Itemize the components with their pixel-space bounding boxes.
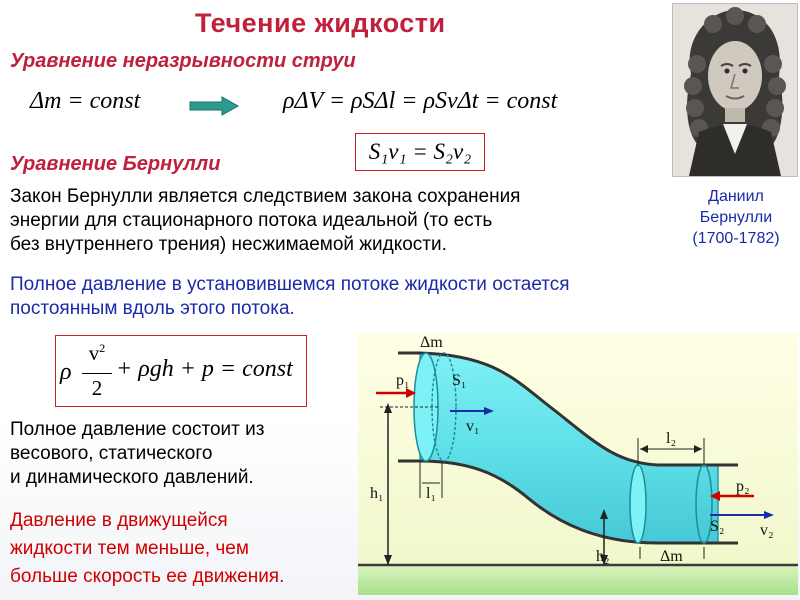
text-line: Полное давление в установившемся потоке жидкости остается (10, 274, 570, 295)
label-l2: l₂ (666, 430, 677, 447)
label-v1: v₁ (466, 418, 480, 435)
formula-volume-const: ρΔV = ρSΔl = ρSvΔt = const (283, 88, 558, 114)
label-s2: S₂ (710, 518, 725, 535)
fraction-denominator: 2 (91, 376, 103, 400)
bernoulli-equation-box (55, 335, 307, 407)
text-line: постоянным вдоль этого потока. (10, 298, 295, 319)
continuity-heading: Уравнение неразрывности струи (10, 50, 356, 72)
text-line: без внутреннего трения) несжимаемой жидкости. (10, 234, 447, 255)
pressure-components-text (10, 418, 264, 490)
text-line: энергии для стационарного потока идеальной (то есть (10, 210, 493, 231)
ground-band (358, 565, 798, 595)
label-l1: l₁ (426, 485, 437, 502)
text-line: Полное давление состоит из (10, 419, 265, 440)
caption-line: Даниил (708, 188, 764, 205)
label-dm-bottom: Δm (660, 548, 683, 565)
caption-line: Бернулли (699, 209, 773, 226)
formula-tail: + ρgh + p = const (116, 356, 293, 382)
text-line: весового, статического (10, 443, 213, 464)
bernoulli-law-text (10, 185, 520, 257)
fraction-bar (82, 373, 112, 374)
text-line: жидкости тем меньше, чем (10, 538, 249, 559)
page-title: Течение жидкости (195, 8, 446, 38)
rho-symbol: ρ (60, 359, 72, 385)
formula-mass-const: Δm = const (30, 88, 141, 114)
text-line: больше скорость ее движения. (10, 566, 285, 587)
caption-line: (1700-1782) (692, 230, 780, 247)
label-h2: h₂ (596, 548, 610, 565)
arrow-right-icon (188, 96, 240, 116)
text-line: и динамического давлений. (10, 467, 254, 488)
label-h1: h₁ (370, 485, 384, 502)
pressure-speed-text (10, 507, 284, 591)
label-s1: S₁ (452, 372, 467, 389)
bernoulli-pipe-diagram (358, 333, 798, 595)
portrait-caption (674, 186, 798, 249)
text-line: Давление в движущейся (10, 510, 228, 531)
total-pressure-text (10, 273, 570, 321)
fraction-numerator: $v^2$ (88, 341, 106, 365)
continuity-equation-box: S₁v₁ = S₂v₂ (355, 133, 485, 171)
bernoulli-portrait (672, 3, 798, 177)
label-p2: p₂ (736, 478, 750, 495)
slice-right (630, 465, 646, 543)
label-p1: p₁ (396, 372, 410, 389)
label-dm-top: Δm (420, 334, 443, 351)
label-v2: v₂ (760, 522, 774, 539)
bernoulli-heading: Уравнение Бернулли (10, 153, 221, 175)
text-line: Закон Бернулли является следствием закона сохранения (10, 186, 521, 207)
